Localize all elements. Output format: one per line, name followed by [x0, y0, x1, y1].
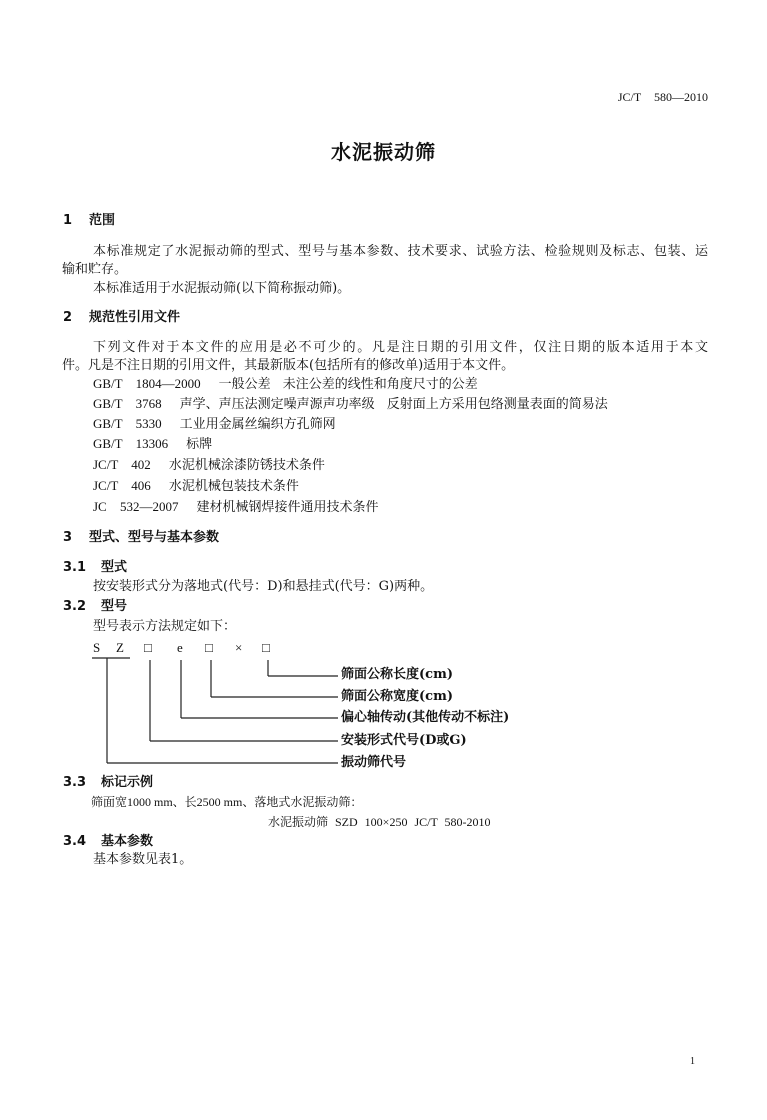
reference-item: [93, 498, 379, 516]
subsection-title: 标记示例: [101, 775, 154, 790]
paragraph-line: 按安装形式分为落地式(代号：D)和悬挂式(代号：G)两种。: [93, 579, 434, 594]
subsection-number: 3.3: [63, 775, 87, 790]
diagram-label: 安装形式代号(D或G): [341, 733, 467, 748]
diagram-label: 筛面公称宽度(cm): [341, 689, 453, 704]
subsection-3-2-heading: [63, 598, 127, 616]
reference-code: GB/T 5330: [93, 416, 162, 431]
subsection-title: 基本参数: [101, 834, 154, 849]
reference-item: [93, 477, 299, 495]
reference-title: 建材机械钢焊接件通用技术条件: [196, 500, 379, 515]
reference-code: GB/T 13306: [93, 436, 169, 451]
code-char-box: □: [205, 640, 213, 655]
paragraph-line: 型号表示方法规定如下：: [93, 619, 237, 634]
diagram-label: 振动筛代号: [341, 755, 407, 770]
section-2-heading: [63, 309, 180, 327]
document-title: 水泥振动筛: [331, 140, 436, 164]
section-3-heading: [63, 529, 219, 547]
diagram-label: 偏心轴传动(其他传动不标注): [341, 710, 510, 725]
reference-title: 标牌: [186, 437, 213, 452]
subsection-title: 型号: [101, 599, 128, 614]
reference-code: GB/T 3768: [93, 396, 162, 411]
section-number: 3: [63, 530, 73, 545]
paragraph-line: 件。凡是不注日期的引用文件，其最新版本(包括所有的修改单)适用于本文件。: [62, 358, 515, 373]
subsection-number: 3.2: [63, 599, 87, 614]
subsection-3-4-heading: [63, 833, 153, 851]
diagram-label: 筛面公称长度(cm): [341, 667, 453, 682]
code-char: ×: [235, 640, 243, 655]
reference-code: GB/T 1804—2000: [93, 376, 201, 391]
reference-item: [93, 395, 608, 413]
section-title: 型式、型号与基本参数: [89, 530, 220, 545]
reference-item: [93, 415, 336, 433]
code-char-box: □: [144, 640, 152, 655]
subsection-3-1-heading: [63, 559, 127, 577]
reference-code: JC/T 402: [93, 457, 151, 472]
subsection-number: 3.1: [63, 560, 87, 575]
standard-code-header: JC/T 580—2010: [617, 90, 708, 104]
code-char: e: [177, 640, 183, 655]
reference-code: JC/T 406: [93, 478, 151, 493]
code-char: Z: [116, 640, 124, 655]
paragraph-line: 基本参数见表1。: [93, 852, 193, 867]
subsection-number: 3.4: [63, 834, 87, 849]
paragraph-line: 下列文件对于本文件的应用是必不可少的。凡是注日期的引用文件，仅注日期的版本适用于本文: [93, 340, 708, 355]
code-char: S: [93, 640, 101, 655]
paragraph-line: 本标准规定了水泥振动筛的型式、型号与基本参数、技术要求、试验方法、检验规则及标志、包装、运: [93, 244, 708, 259]
paragraph-line: 输和贮存。: [62, 262, 128, 277]
reference-item: [93, 375, 478, 393]
reference-item: [93, 435, 212, 453]
paragraph-line: 筛面宽1000 mm、长2500 mm、落地式水泥振动筛：: [91, 795, 363, 809]
subsection-title: 型式: [101, 560, 128, 575]
section-number: 1: [63, 213, 73, 228]
reference-title: 水泥机械包装技术条件: [168, 479, 299, 494]
section-title: 范围: [89, 213, 116, 228]
section-title: 规范性引用文件: [89, 310, 181, 325]
section-number: 2: [63, 310, 73, 325]
reference-title: 声学、声压法测定噪声源声功率级 反射面上方采用包络测量表面的简易法: [179, 397, 608, 412]
marking-example: 水泥振动筛 SZD 100×250 JC/T 580-2010: [268, 815, 491, 829]
reference-title: 工业用金属丝编织方孔筛网: [179, 417, 336, 432]
reference-code: JC 532—2007: [93, 499, 179, 514]
section-1-heading: [63, 212, 115, 230]
reference-title: 水泥机械涂漆防锈技术条件: [168, 458, 325, 473]
subsection-3-3-heading: [63, 774, 153, 792]
code-char-box: □: [262, 640, 270, 655]
reference-item: [93, 456, 325, 474]
reference-title: 一般公差 未注公差的线性和角度尺寸的公差: [218, 377, 478, 392]
page-number: 1: [690, 1056, 695, 1067]
paragraph-line: 本标准适用于水泥振动筛(以下简称振动筛)。: [93, 281, 351, 296]
